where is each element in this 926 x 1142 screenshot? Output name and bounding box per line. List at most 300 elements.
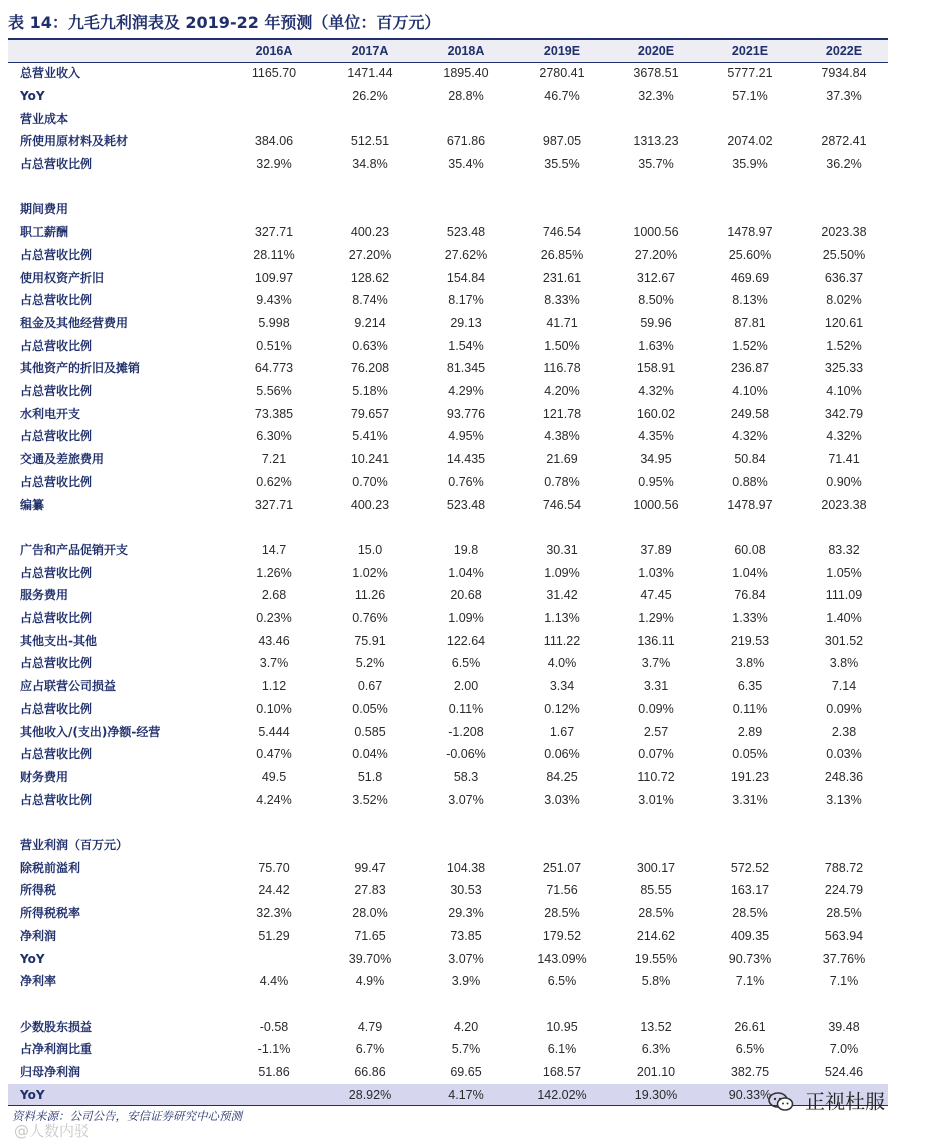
table-row <box>8 198 888 221</box>
table-row <box>8 516 888 539</box>
table-cell: 1.40% <box>826 611 862 625</box>
row-label: 占总营收比例 <box>20 611 93 625</box>
table-cell: 469.69 <box>730 270 770 285</box>
table-cell: 6.7% <box>355 1042 385 1057</box>
table-cell: 35.5% <box>544 157 580 171</box>
table-cell: 75.70 <box>258 860 290 875</box>
table-cell: 158.91 <box>636 361 676 376</box>
table-cell: 572.52 <box>730 860 770 875</box>
table-cell: 6.1% <box>547 1042 577 1057</box>
table-cell: 4.38% <box>544 429 580 444</box>
table-cell: 59.96 <box>640 315 672 330</box>
table-cell <box>796 108 892 131</box>
table-cell: 7.1% <box>829 974 859 989</box>
table-cell: 2.68 <box>261 588 287 603</box>
table-cell: 7.1% <box>735 974 765 989</box>
table-cell: 0.76% <box>448 474 484 489</box>
table-row <box>8 1084 888 1107</box>
table-cell: 1478.97 <box>727 497 773 512</box>
table-cell: 312.67 <box>636 270 676 285</box>
table-cell: 327.71 <box>254 497 294 512</box>
table-cell: 3.34 <box>549 679 575 694</box>
table-row <box>8 289 888 312</box>
row-label: 净利率 <box>20 974 57 989</box>
table-cell <box>226 108 322 131</box>
table-cell: 3.52% <box>352 792 388 807</box>
table-cell: 43.46 <box>258 633 290 648</box>
table-cell <box>608 198 704 221</box>
table-cell: 51.29 <box>258 928 290 943</box>
table-cell: 11.26 <box>354 588 386 603</box>
row-label: 职工薪酬 <box>20 225 69 240</box>
table-cell: 1.29% <box>638 611 674 625</box>
table-cell: 0.05% <box>732 747 768 762</box>
row-label: 占总营收比例 <box>20 701 93 716</box>
table-cell: 4.79 <box>357 1019 383 1034</box>
table-header <box>8 40 888 63</box>
row-label: 归母净利润 <box>20 1065 81 1079</box>
table-cell: 1.52% <box>732 338 768 353</box>
table-cell: 3.8% <box>829 656 859 671</box>
table-cell: 788.72 <box>824 860 864 875</box>
table-cell: 8.17% <box>448 293 484 308</box>
table-cell: -0.58 <box>259 1019 289 1034</box>
table-cell: 6.5% <box>547 974 577 989</box>
table-cell <box>514 811 610 834</box>
table-cell: 0.78% <box>544 474 580 489</box>
table-cell: 35.9% <box>732 157 768 171</box>
table-cell <box>514 108 610 131</box>
table-cell: 5.2% <box>355 656 385 671</box>
table-cell: 71.65 <box>354 928 386 943</box>
table-cell: 79.657 <box>350 406 390 421</box>
table-cell: 85.55 <box>640 883 672 898</box>
table-row <box>8 630 888 653</box>
table-cell <box>796 811 892 834</box>
row-label: 占总营收比例 <box>20 247 93 262</box>
table-cell: -1.1% <box>257 1042 291 1057</box>
column-header: 2020E <box>637 44 675 58</box>
table-cell: 4.0% <box>547 656 577 671</box>
table-row <box>8 244 888 267</box>
table-cell: 136.11 <box>637 633 675 648</box>
row-label: YoY <box>20 1087 45 1102</box>
row-label: 占净利润比重 <box>20 1042 93 1057</box>
row-label: 占总营收比例 <box>20 429 93 444</box>
table-cell: 5777.21 <box>727 66 773 81</box>
table-cell: 563.94 <box>824 928 864 943</box>
table-cell: 10.95 <box>546 1019 578 1034</box>
table-cell <box>702 176 798 199</box>
row-label: 占总营收比例 <box>20 747 93 762</box>
table-row <box>8 562 888 585</box>
table-cell: 636.37 <box>824 270 864 285</box>
row-label: 财务费用 <box>20 769 69 784</box>
table-cell <box>608 834 704 857</box>
table-cell: 71.41 <box>828 452 860 467</box>
table-cell: 0.06% <box>544 747 580 762</box>
table-cell <box>322 108 418 131</box>
watermark-right <box>768 1086 885 1116</box>
table-cell: 1478.97 <box>727 225 773 240</box>
row-label: 占总营收比例 <box>20 338 93 353</box>
table-cell: 50.84 <box>734 452 766 467</box>
column-header: 2019E <box>543 44 581 58</box>
table-cell: 325.33 <box>824 361 864 376</box>
table-cell: 2.00 <box>453 679 479 694</box>
table-cell <box>514 834 610 857</box>
table-cell: 28.0% <box>352 906 388 921</box>
table-cell: 46.7% <box>544 88 580 103</box>
table-cell: -1.208 <box>448 724 484 739</box>
watermark-left: @人数内驳 <box>14 1122 90 1140</box>
table-cell: 214.62 <box>636 928 676 943</box>
table-cell: 5.18% <box>352 384 388 398</box>
table-cell <box>702 993 798 1016</box>
table-cell: 0.51% <box>256 338 292 353</box>
table-cell: 32.3% <box>256 906 292 921</box>
table-cell <box>322 993 418 1016</box>
table-cell: 27.62% <box>444 247 488 262</box>
table-cell: 30.53 <box>450 883 482 898</box>
table-cell: 90.73% <box>728 951 772 966</box>
table-cell: 4.20% <box>544 384 580 398</box>
table-cell: 3.7% <box>641 656 671 671</box>
table-cell <box>322 198 418 221</box>
table-cell: 7.14 <box>831 679 857 694</box>
table-cell: 0.23% <box>256 611 292 625</box>
table-cell: 90.33% <box>728 1087 772 1102</box>
table-cell: 249.58 <box>730 406 770 421</box>
table-cell: 30.31 <box>546 542 578 557</box>
table-cell: 28.8% <box>448 88 484 103</box>
table-cell <box>796 834 892 857</box>
table-cell <box>702 108 798 131</box>
row-label: 期间费用 <box>20 202 69 217</box>
table-cell: 51.8 <box>357 769 383 784</box>
row-label: 其他资产的折旧及摊销 <box>20 361 141 376</box>
table-row <box>8 948 888 971</box>
table-cell: 60.08 <box>734 542 766 557</box>
table-cell: 6.5% <box>451 656 481 671</box>
row-label: 所得税税率 <box>20 906 81 921</box>
table-cell: 0.03% <box>826 747 862 762</box>
table-cell: 6.5% <box>735 1042 765 1057</box>
row-label: 占总营收比例 <box>20 474 93 489</box>
table-cell: 0.63% <box>352 338 388 353</box>
row-label: 编纂 <box>20 497 45 512</box>
table-cell <box>418 834 514 857</box>
watermark-right-text: 正视杜服 <box>805 1089 886 1114</box>
row-label: 交通及差旅费用 <box>20 452 105 467</box>
table-cell <box>796 993 892 1016</box>
table-cell: 400.23 <box>350 497 390 512</box>
row-label: 占总营收比例 <box>20 792 93 807</box>
table-cell: 5.41% <box>352 429 388 444</box>
row-label: 应占联营公司损益 <box>20 679 117 694</box>
table-cell: 524.46 <box>824 1065 864 1079</box>
row-label: 净利润 <box>20 928 57 943</box>
table-row <box>8 403 888 426</box>
table-cell: 0.95% <box>638 474 674 489</box>
table-cell: 1895.40 <box>443 66 489 81</box>
row-label: 其他收入/(支出)净额-经营 <box>20 724 161 739</box>
table-cell: 1.12 <box>261 679 287 694</box>
table-cell: 27.20% <box>348 247 392 262</box>
table-cell <box>226 516 322 539</box>
table-cell: 10.241 <box>350 452 390 467</box>
table-cell: 28.92% <box>348 1087 392 1102</box>
table-cell <box>514 516 610 539</box>
table-row <box>8 425 888 448</box>
table-row <box>8 221 888 244</box>
table-cell <box>514 198 610 221</box>
table-cell: 1.04% <box>732 565 768 580</box>
table-cell: 301.52 <box>824 633 864 648</box>
table-cell: 84.25 <box>546 769 578 784</box>
table-cell: 3.13% <box>826 792 862 807</box>
table-cell: 51.86 <box>258 1065 290 1079</box>
table-cell <box>608 993 704 1016</box>
table-cell: 93.776 <box>446 406 486 421</box>
table-cell: 73.385 <box>254 406 294 421</box>
table-cell <box>702 516 798 539</box>
row-label: YoY <box>20 951 45 966</box>
table-row <box>8 335 888 358</box>
table-row <box>8 471 888 494</box>
row-label: 所得税 <box>20 883 57 898</box>
table-cell: 111.22 <box>543 633 581 648</box>
table-cell <box>702 834 798 857</box>
table-cell: 0.67 <box>357 679 383 694</box>
table-cell: 0.62% <box>256 474 292 489</box>
table-cell <box>796 516 892 539</box>
row-label: 营业成本 <box>20 111 69 126</box>
table-cell: 409.35 <box>730 928 770 943</box>
column-header: 2016A <box>255 44 293 58</box>
table-cell: 66.86 <box>354 1065 386 1079</box>
table-cell: 35.4% <box>448 157 484 171</box>
table-cell: 9.43% <box>256 293 292 308</box>
table-cell: 987.05 <box>542 134 582 149</box>
table-cell: 4.9% <box>355 974 385 989</box>
table-cell: 4.29% <box>448 384 484 398</box>
table-cell: 19.55% <box>634 951 678 966</box>
table-cell: 1.52% <box>826 338 862 353</box>
table-cell: 7.0% <box>829 1042 859 1057</box>
table-cell: 2.57 <box>643 724 669 739</box>
table-cell: 116.78 <box>543 361 581 376</box>
table-row <box>8 857 888 880</box>
table-cell: 39.48 <box>828 1019 860 1034</box>
table-cell: 0.11% <box>448 701 484 716</box>
table-cell: 5.7% <box>451 1042 481 1057</box>
table-cell: 25.60% <box>728 247 772 262</box>
table-cell: 27.20% <box>634 247 678 262</box>
table-cell <box>796 198 892 221</box>
table-cell: 1.09% <box>544 565 580 580</box>
table-cell: 4.10% <box>732 384 768 398</box>
row-label: 其他支出-其他 <box>20 633 97 648</box>
wechat-icon <box>768 1092 794 1112</box>
row-label: 总营业收入 <box>20 66 81 81</box>
table-cell <box>418 811 514 834</box>
table-cell: 128.62 <box>350 270 390 285</box>
table-cell: 5.998 <box>258 315 290 330</box>
table-cell: 2023.38 <box>821 225 867 240</box>
table-cell: 35.7% <box>638 157 674 171</box>
table-cell: 1.03% <box>638 565 674 580</box>
table-cell: 1000.56 <box>633 225 679 240</box>
table-cell: 37.89 <box>640 542 672 557</box>
table-row <box>8 789 888 812</box>
table-cell: 219.53 <box>730 633 770 648</box>
table-cell: 49.5 <box>261 769 287 784</box>
table-cell: 87.81 <box>734 315 766 330</box>
table-cell: 24.42 <box>258 883 290 898</box>
table-cell: 73.85 <box>450 928 482 943</box>
table-cell: 111.09 <box>825 588 863 603</box>
table-cell: 4.35% <box>638 429 674 444</box>
table-cell: 2.89 <box>737 724 763 739</box>
table-cell: 4.32% <box>732 429 768 444</box>
table-cell: 28.5% <box>732 906 768 921</box>
table-row <box>8 652 888 675</box>
table-cell: 39.70% <box>348 951 392 966</box>
table-cell: 523.48 <box>446 497 486 512</box>
row-label: 所使用原材料及耗材 <box>20 134 129 149</box>
table-cell: 4.95% <box>448 429 484 444</box>
table-cell <box>322 834 418 857</box>
table-cell: 2023.38 <box>821 497 867 512</box>
table-cell <box>608 516 704 539</box>
table-cell: 2074.02 <box>727 134 773 149</box>
table-row <box>8 85 888 108</box>
row-label: 使用权资产折旧 <box>20 270 105 285</box>
table-cell: 26.61 <box>734 1019 766 1034</box>
table-row <box>8 970 888 993</box>
table-cell: 28.5% <box>826 906 862 921</box>
table-row <box>8 176 888 199</box>
table-cell: 0.12% <box>544 701 580 716</box>
table-cell: 1.63% <box>638 338 674 353</box>
table-cell: 28.5% <box>544 906 580 921</box>
table-cell: 76.84 <box>734 588 766 603</box>
table-cell: 31.42 <box>546 588 578 603</box>
table-row <box>8 902 888 925</box>
table-cell: 382.75 <box>730 1065 770 1079</box>
table-cell: 179.52 <box>542 928 582 943</box>
column-header: 2018A <box>447 44 485 58</box>
table-cell: 27.83 <box>354 883 386 898</box>
table-cell: 3.07% <box>448 951 484 966</box>
table-cell: 75.91 <box>354 633 386 648</box>
table-row <box>8 766 888 789</box>
table-cell <box>226 993 322 1016</box>
table-cell: 168.57 <box>542 1065 582 1079</box>
table-cell <box>514 176 610 199</box>
table-cell: 29.13 <box>450 315 482 330</box>
table-cell: 1.04% <box>448 565 484 580</box>
table-cell: 26.85% <box>540 247 584 262</box>
table-cell: 236.87 <box>730 361 770 376</box>
table-cell: 1.09% <box>448 611 484 625</box>
table-cell: 3.01% <box>638 792 674 807</box>
table-cell: 231.61 <box>542 270 582 285</box>
column-header: 2021E <box>731 44 769 58</box>
table-cell: 248.36 <box>824 769 864 784</box>
table-cell: 4.24% <box>256 792 292 807</box>
row-label: 营业利润（百万元） <box>20 838 129 852</box>
table-cell: 69.65 <box>450 1065 482 1079</box>
row-label: 除税前溢利 <box>20 860 81 875</box>
table-cell: 34.8% <box>352 157 388 171</box>
table-cell: 4.10% <box>826 384 862 398</box>
table-row <box>8 743 888 766</box>
table-cell <box>418 176 514 199</box>
table-cell <box>608 176 704 199</box>
table-cell: 512.51 <box>350 134 390 149</box>
table-cell: 28.11% <box>253 247 295 262</box>
table-cell: 4.20 <box>453 1019 479 1034</box>
table-cell: 3.7% <box>259 656 289 671</box>
table-cell: 32.9% <box>256 157 292 171</box>
table-cell <box>226 834 322 857</box>
table-cell: 1.67 <box>549 724 575 739</box>
table-cell: 163.17 <box>730 883 770 898</box>
table-cell: 384.06 <box>254 134 294 149</box>
table-cell: 0.11% <box>732 701 768 716</box>
table-row <box>8 698 888 721</box>
table-cell: 342.79 <box>824 406 864 421</box>
table-cell: 71.56 <box>546 883 578 898</box>
table-row <box>8 1038 888 1061</box>
row-label: 广告和产品促销开支 <box>20 542 129 557</box>
table-cell: 21.69 <box>546 452 578 467</box>
column-header: 2017A <box>351 44 389 58</box>
table-cell: 0.10% <box>256 701 292 716</box>
table-cell: 36.2% <box>826 157 862 171</box>
table-cell: 13.52 <box>640 1019 672 1034</box>
table-row <box>8 312 888 335</box>
table-row <box>8 108 888 131</box>
table-cell: 14.435 <box>446 452 486 467</box>
table-cell: 1313.23 <box>633 134 679 149</box>
table-cell: 8.50% <box>638 293 674 308</box>
table-cell <box>608 108 704 131</box>
table-cell <box>226 1084 322 1107</box>
table-row <box>8 811 888 834</box>
table-cell <box>796 176 892 199</box>
table-cell: 1.02% <box>352 565 388 580</box>
table-cell: 1471.44 <box>347 66 393 81</box>
table-row <box>8 380 888 403</box>
table-row <box>8 607 888 630</box>
table-cell: 142.02% <box>537 1087 587 1102</box>
table-row <box>8 448 888 471</box>
table-cell: 41.71 <box>546 315 578 330</box>
table-cell: 300.17 <box>636 860 676 875</box>
table-cell <box>418 993 514 1016</box>
table-row <box>8 494 888 517</box>
table-cell: 3.9% <box>451 974 481 989</box>
table-cell: 9.214 <box>354 315 386 330</box>
table-row <box>8 675 888 698</box>
table-cell: 327.71 <box>254 225 294 240</box>
table-cell: 34.95 <box>640 452 672 467</box>
table-cell: 3.31 <box>643 679 669 694</box>
row-label: 占总营收比例 <box>20 565 93 580</box>
